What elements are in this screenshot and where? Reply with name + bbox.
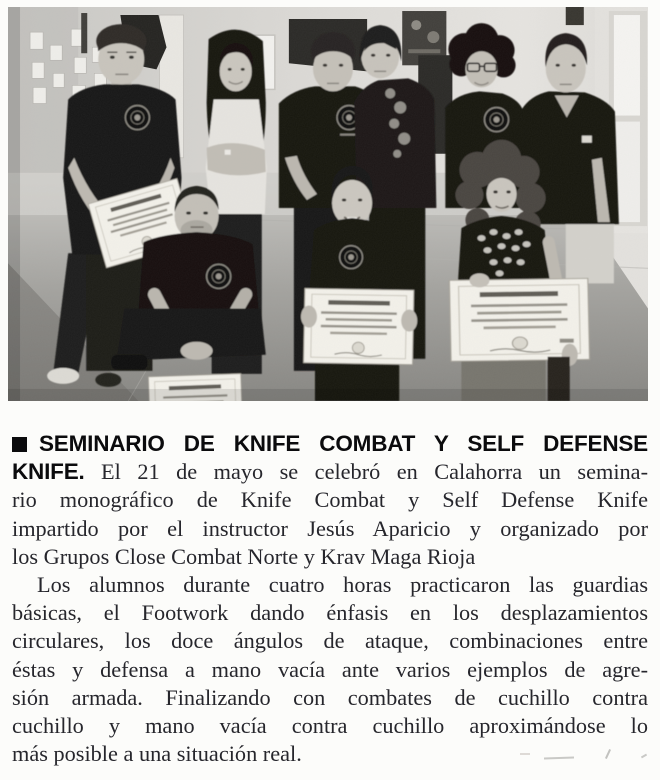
body-line-4: impartido por el instructor Jesús Aparicio y organizado por <box>12 515 648 541</box>
article-headline-part1: SEMINARIO DE KNIFE COMBAT Y SELF DEFENSE <box>39 431 648 456</box>
body-line-11: cuchillo y mano vacía contra cuchillo aproximándose lo <box>12 712 648 738</box>
body-line-9: éstas y defensa a mano vacía ante varios ejemplos de agre- <box>12 656 648 682</box>
body-line-2 <box>12 458 648 486</box>
article-headline-part2: KNIFE. <box>12 459 85 485</box>
body-line-6: Los alumnos durante cuatro horas practicaron las guardias <box>37 571 648 597</box>
article-text <box>12 430 648 768</box>
photo-vignette <box>8 7 20 401</box>
headline-line-1 <box>12 430 648 458</box>
seminar-photo-image <box>8 7 648 401</box>
body-line-3: rio monográfico de Knife Combat y Self Defense Knife <box>12 487 648 513</box>
body-line-12: más posible a una situación real. <box>12 741 302 767</box>
seminar-photo <box>3 2 653 406</box>
section-bullet-icon <box>12 437 27 452</box>
body-line-10: sión armada. Finalizando con combates de cuchillo contra <box>12 684 648 710</box>
photo-grain <box>8 7 648 401</box>
body-line-5: los Grupos Close Combat Norte y Krav Maga Rioja <box>12 543 476 569</box>
body-text: El 21 de mayo se celebró en Calahorra un semina- <box>101 459 648 485</box>
body-line-7: básicas, el Footwork dando énfasis en los desplazamientos <box>12 600 648 626</box>
body-line-8: circulares, los doce ángulos de ataque, combinaciones entre <box>12 628 648 654</box>
scan-artifact <box>520 753 530 755</box>
